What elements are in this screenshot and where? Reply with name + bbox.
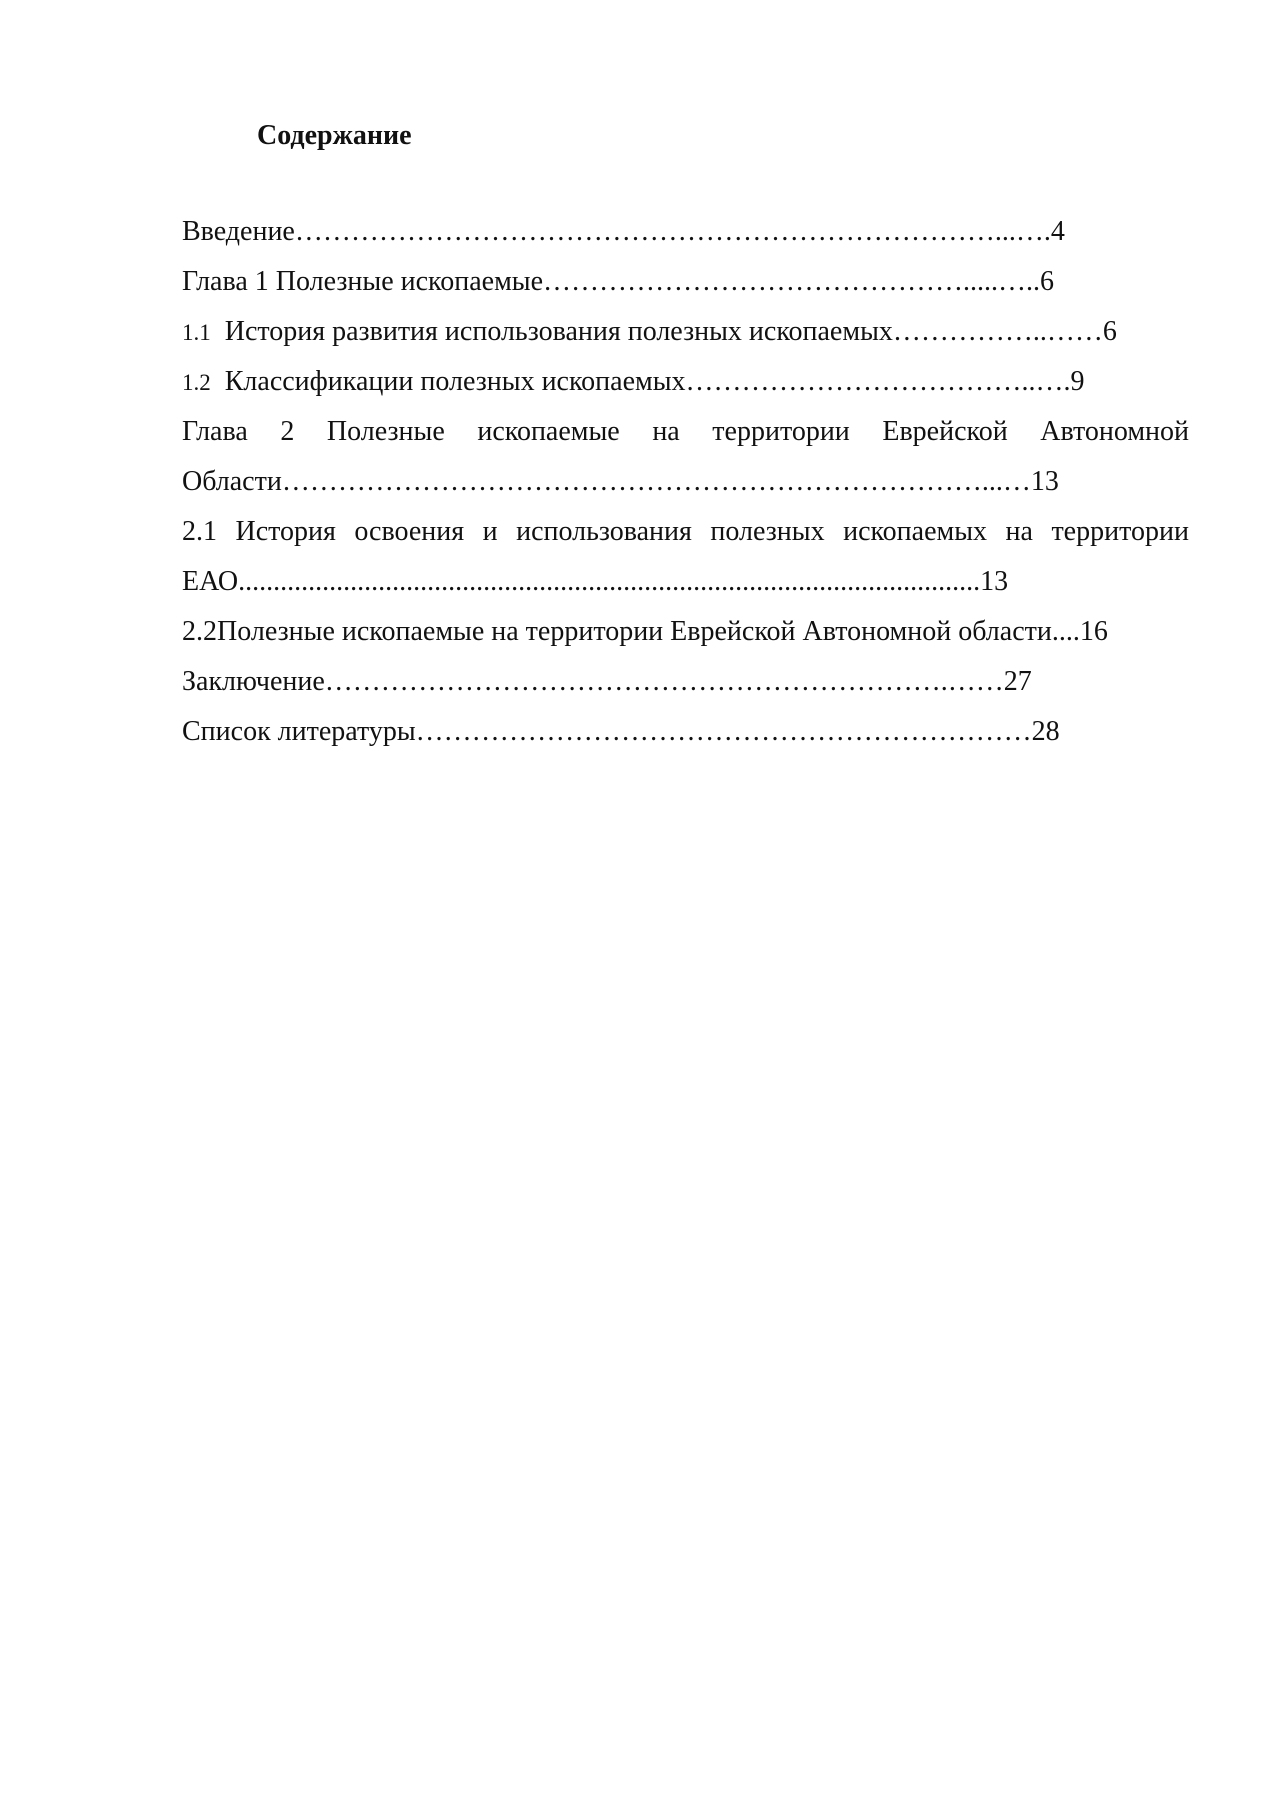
toc-entry-section-2-1-line-1 [182, 512, 1189, 552]
toc-word: Еврейской [882, 416, 1008, 447]
toc-entry-text: История развития использования полезных ископаемых……………..……6 [224, 316, 1117, 347]
toc-entry-text: Введение…………………………………………………………………...….4 [182, 216, 1065, 247]
toc-entry-text: 2.2Полезные ископаемые на территории Еврейской Автономной области....16 [182, 616, 1108, 647]
toc-entry-chapter-2-line-2 [182, 462, 1059, 502]
toc-word: территории [712, 416, 850, 447]
toc-section-number: 1.2 [182, 370, 211, 395]
toc-entry-text: Глава 1 Полезные ископаемые……………………………………….....…..6 [182, 266, 1055, 297]
toc-word: территории [1051, 516, 1189, 547]
toc-entry-section-1-1 [182, 312, 1117, 353]
toc-entry-chapter-2-line-1 [182, 412, 1189, 452]
toc-entry-text: Список литературы…………………………………………………………28 [182, 716, 1060, 747]
page-title: Содержание [257, 120, 412, 151]
toc-word: 2.1 [182, 516, 217, 547]
toc-entry-text: Заключение………………………………………………………….……27 [182, 666, 1032, 697]
toc-word: ископаемые [477, 416, 620, 447]
toc-section-number: 1.1 [182, 320, 211, 345]
toc-word: ископаемых [843, 516, 988, 547]
toc-word: на [1005, 516, 1033, 547]
toc-entry-conclusion [182, 662, 1032, 702]
toc-word: на [652, 416, 680, 447]
toc-word: освоения [354, 516, 465, 547]
toc-word: Полезные [326, 416, 445, 447]
toc-entry-references [182, 712, 1060, 752]
toc-entry-chapter-1 [182, 262, 1054, 302]
toc-word: Глава [182, 416, 248, 447]
toc-entry-text: ЕАО..........................................................................................................13 [182, 566, 1009, 597]
toc-word: и [482, 516, 498, 547]
toc-word: 2 [280, 416, 295, 447]
toc-word: полезных [710, 516, 825, 547]
toc-word: использования [516, 516, 692, 547]
toc-entry-section-2-2 [182, 612, 1108, 652]
toc-entry-introduction [182, 212, 1065, 252]
toc-entry-text: Классификации полезных ископаемых………………………………..….9 [224, 366, 1085, 397]
toc-entry-section-2-1-line-2 [182, 562, 1008, 602]
toc-word: Автономной [1040, 416, 1189, 447]
toc-word: История [235, 516, 336, 547]
toc-entry-text: Области…………………………………………………………………...…13 [182, 466, 1059, 497]
toc-entry-section-1-2 [182, 362, 1085, 403]
